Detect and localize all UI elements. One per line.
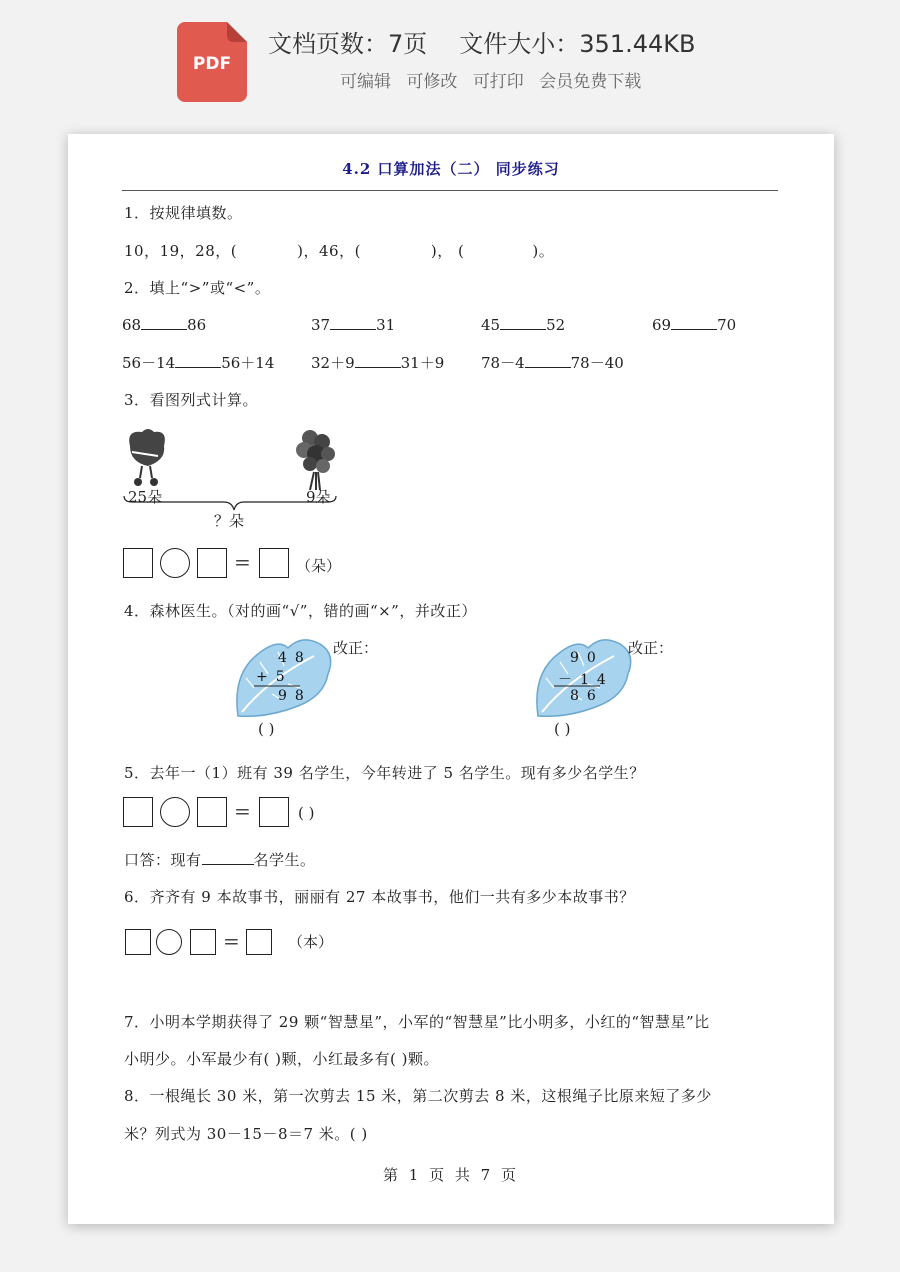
- answer-blank[interactable]: [141, 315, 187, 330]
- equation-box[interactable]: [190, 929, 216, 955]
- q3-unit: （朵）: [296, 557, 342, 575]
- page-count: 文档页数：7页: [268, 30, 428, 58]
- leaf1-fix-label: 改正：: [333, 639, 379, 657]
- q2-4-right: 70: [717, 316, 737, 334]
- result-box[interactable]: [259, 548, 289, 578]
- q1-seq-b: )，46，(: [297, 242, 361, 260]
- q2-7-left: 78－4: [481, 354, 525, 372]
- equation-box[interactable]: [197, 797, 227, 827]
- q6-prompt: 6．齐齐有 9 本故事书，丽丽有 27 本故事书，他们一共有多少本故事书？: [124, 888, 635, 906]
- q2-5-right: 56＋14: [221, 354, 275, 372]
- leaf1-mark[interactable]: ( ): [258, 720, 275, 738]
- q4-prompt: 4．森林医生。（对的画“√”，错的画“×”，并改正）: [124, 602, 477, 620]
- page-footer: 第 1 页 共 7 页: [383, 1166, 519, 1184]
- result-box[interactable]: [259, 797, 289, 827]
- q2-item-4: [652, 315, 736, 334]
- answer-blank[interactable]: [500, 315, 546, 330]
- q2-4-left: 69: [652, 316, 672, 334]
- q1-seq-a: 10，19，28，(: [124, 242, 238, 260]
- pdf-label: PDF: [192, 54, 232, 74]
- page-title: 4.2 口算加法（二） 同步练习: [342, 160, 560, 178]
- q1-seq-d: )。: [532, 242, 555, 260]
- q1-prompt: 1．按规律填数。: [124, 204, 243, 222]
- operator-circle[interactable]: [156, 929, 182, 955]
- q2-6-right: 31＋9: [400, 354, 445, 372]
- pdf-file-icon: [177, 22, 247, 102]
- equation-box[interactable]: [197, 548, 227, 578]
- answer-blank[interactable]: [525, 353, 571, 368]
- equals-sign: =: [223, 929, 240, 953]
- q5-answer-suffix: 名学生。: [253, 851, 316, 869]
- q2-5-left: 56－14: [122, 354, 176, 372]
- equals-sign: =: [234, 550, 251, 574]
- q2-item-3: [481, 315, 565, 334]
- leaf2-op: －14: [558, 672, 614, 688]
- q3-prompt: 3．看图列式计算。: [124, 391, 259, 409]
- feature-free-download: 会员免费下载: [539, 72, 642, 92]
- document-info-banner: [0, 0, 900, 120]
- q7-line-1: 7．小明本学期获得了 29 颗“智慧星”，小军的“智慧星”比小明多，小红的“智慧星”比: [124, 1013, 710, 1031]
- q5-prompt: 5．去年一（1）班有 39 名学生，今年转进了 5 名学生。现有多少名学生？: [124, 764, 645, 782]
- q2-item-1: [122, 315, 206, 334]
- q7-line-2: 小明少。小军最少有( )颗，小红最多有( )颗。: [124, 1050, 439, 1068]
- q2-item-2: [311, 315, 395, 334]
- q6-unit: （本）: [288, 933, 334, 951]
- leaf2-top: 90: [570, 650, 604, 666]
- leaf1-result: 98: [278, 688, 312, 704]
- result-box[interactable]: [246, 929, 272, 955]
- document-page: [68, 134, 834, 1224]
- q2-3-left: 45: [481, 316, 501, 334]
- equals-sign: =: [234, 799, 251, 823]
- leaf2-mark[interactable]: ( ): [554, 720, 571, 738]
- bouquet-right-icon: [296, 430, 335, 490]
- operator-circle[interactable]: [160, 548, 190, 578]
- q5-unit: ( ): [298, 804, 315, 822]
- feature-modifiable: 可修改: [406, 72, 458, 92]
- equation-box[interactable]: [123, 797, 153, 827]
- answer-blank[interactable]: [355, 353, 401, 368]
- answer-blank[interactable]: [175, 353, 221, 368]
- q2-2-left: 37: [311, 316, 331, 334]
- leaf-problem-1: [228, 634, 348, 724]
- leaf1-top: 48: [278, 650, 312, 666]
- leaf1-op: +5: [256, 669, 293, 685]
- equation-box[interactable]: [125, 929, 151, 955]
- q5-answer: [124, 849, 316, 870]
- q2-item-7: [481, 352, 624, 373]
- bouquet-left-icon: [129, 429, 165, 486]
- feature-printable: 可打印: [472, 72, 524, 92]
- leaf2-result: 86: [570, 688, 604, 704]
- q2-prompt: 2．填上“>”或“<”。: [124, 279, 271, 297]
- title-divider: [122, 190, 778, 191]
- q2-item-5: [122, 352, 274, 373]
- q3-left-label: 25朵: [128, 488, 163, 506]
- leaf2-fix-label: 改正：: [628, 639, 674, 657]
- document-features: [340, 67, 641, 92]
- q8-line-2: 米？列式为 30－15－8＝7 米。( ): [124, 1125, 368, 1143]
- q2-1-left: 68: [122, 316, 142, 334]
- document-meta: [268, 24, 695, 59]
- answer-blank[interactable]: [671, 315, 717, 330]
- q1-seq-c: )， (: [430, 242, 465, 260]
- q2-2-right: 31: [376, 316, 396, 334]
- q5-answer-prefix: 口答：现有: [124, 851, 202, 869]
- q8-line-1: 8．一根绳长 30 米，第一次剪去 15 米，第二次剪去 8 米，这根绳子比原来短了多少: [124, 1087, 712, 1105]
- q2-item-6: [311, 352, 444, 373]
- file-size: 文件大小：351.44KB: [459, 30, 696, 58]
- equation-box[interactable]: [123, 548, 153, 578]
- q2-7-right: 78－40: [570, 354, 624, 372]
- q3-question-label: ？朵: [214, 512, 245, 530]
- q2-3-right: 52: [546, 316, 566, 334]
- answer-blank[interactable]: [330, 315, 376, 330]
- operator-circle[interactable]: [160, 797, 190, 827]
- q1-sequence: [124, 240, 554, 261]
- q2-1-right: 86: [187, 316, 207, 334]
- feature-editable: 可编辑: [340, 72, 391, 92]
- q3-right-label: 9朵: [306, 488, 331, 506]
- q2-6-left: 32＋9: [311, 354, 355, 372]
- answer-blank[interactable]: [202, 850, 254, 865]
